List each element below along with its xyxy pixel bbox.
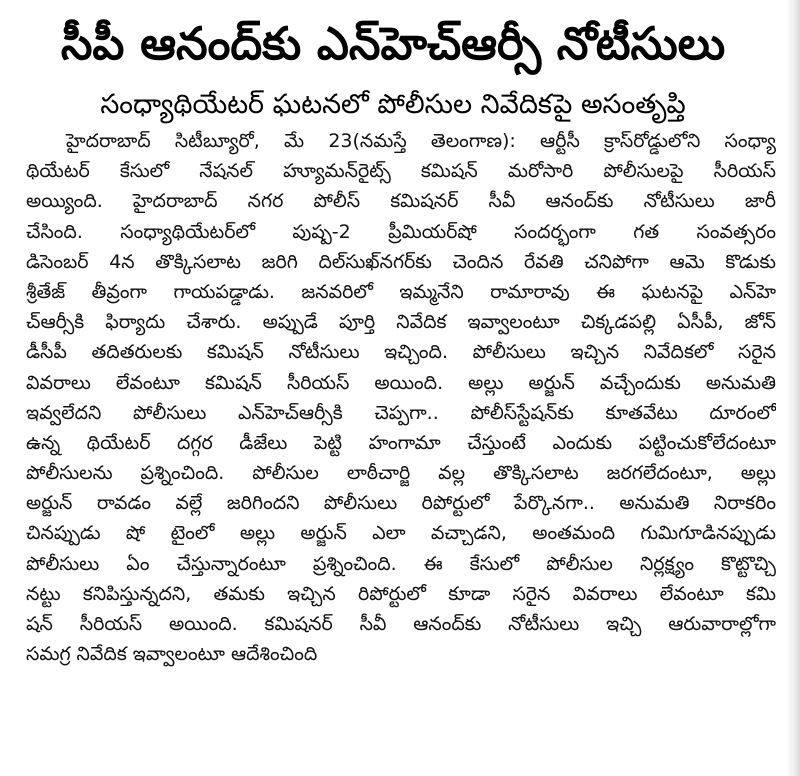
body-line: పోలీసులను ప్రశ్నించింది. పోలీసుల లాఠీచార్జి వల్ల తొక్కిసలాట జరగలేదంటూ, అల్లు [26,462,776,485]
body-line: అయ్యింది. హైదరాబాద్‌ నగర పోలీస్‌ కమిషనర్‌ సీవీ ఆనంద్‌కు నోటీసులు జారీ [26,190,776,213]
body-line: చ్‌ఆర్సీకి ఫిర్యాదు చేశారు. అప్పుడే పూర్తి నివేదిక ఇవ్వాలంటూ చిక్కడపల్లి ఏసీపీ, జోన్‌ [26,311,776,334]
body-line: నట్టు కనిపిస్తున్నదని, తమకు ఇచ్చిన రిపోర్టులో కూడా సరైన వివరాలు లేవంటూ కమి [26,582,776,605]
body-line: వివరాలు లేవంటూ కమిషన్‌ సీరియస్‌ అయింది. అల్లు అర్జున్‌ వచ్చేందుకు అనుమతి [26,371,776,394]
body-line: ఇవ్వలేదని పోలీసులు ఎన్‌హెచ్‌ఆర్సీకి చెప్పగా.. పోలీస్‌స్టేషన్‌కు కూతవేటు దూరంలో [26,401,776,424]
body-line: ఉన్న థియేటర్‌ దగ్గర డీజేలు పెట్టి హంగామా చేస్తుంటే ఎందుకు పట్టించుకోలేదంటూ [26,431,776,454]
article-body [26,126,776,669]
body-line: షన్‌ సీరియస్‌ అయింది. కమిషనర్‌ సీవీ ఆనంద్‌కు నోటీసులు ఇచ్చి ఆరువారాల్లోగా [26,613,776,635]
body-line: చేసింది. సంధ్యాథియేటర్‌లో పుష్ప-2 ప్రీమియర్‌షో సందర్భంగా గత సంవత్సరం [26,220,776,243]
body-line: చినప్పుడు షో టైంలో అల్లు అర్జున్‌ ఎలా వచ్చాడని, అంతమంది గుమిగూడినప్పుడు [26,522,776,545]
page-edge [786,0,800,776]
body-line: హైదరాబాద్‌ సిటీబ్యూరో, మే 23(నమస్తే తెలంగాణ): ఆర్టీసీ క్రాస్‌రోడ్డులోని సంధ్యా [66,130,776,152]
body-line: శ్రీతేజ్‌ తీవ్రంగా గాయపడ్డాడు. జనవరిలో ఇమ్మనేని రామారావు ఈ ఘటనపై ఎన్‌హె [26,280,776,303]
subheadline: సంధ్యాథియేటర్‌ ఘటనలో పోలీసుల నివేదికపై అసంతృప్తి [100,89,686,120]
body-line: థియేటర్‌ కేసులో నేషనల్‌ హ్యూమన్‌రైట్స్‌ కమిషన్‌ మరోసారి పోలీసులపై సీరియస్‌ [26,160,776,183]
headline: సీపీ ఆనంద్‌కు ఎన్‌హెచ్‌ఆర్సీ నోటీసులు [60,17,726,70]
body-line: సమగ్ర నివేదిక ఇవ్వాలంటూ ఆదేశించింది [26,643,318,666]
body-line: అర్జున్‌ రావడం వల్లే జరిగిందని పోలీసులు రిపోర్టులో పేర్కొనగా.. అనుమతి నిరాకరిం [26,492,776,515]
body-line: పోలీసులు ఏం చేస్తున్నారంటూ ప్రశ్నించింది. ఈ కేసులో పోలీసుల నిర్లక్ష్యం కొట్టొచ్చి [26,552,776,575]
body-line: డీసీపీ తదితరులకు కమిషన్‌ నోటీసులు ఇచ్చింది. పోలీసులు ఇచ్చిన నివేదికలో సరైన [26,341,776,364]
body-line: డిసెంబర్‌ 4న తొక్కిసలాట జరిగి దిల్‌సుఖ్‌నగర్‌కు చెందిన రేవతి చనిపోగా ఆమె కొడుకు [26,250,776,273]
